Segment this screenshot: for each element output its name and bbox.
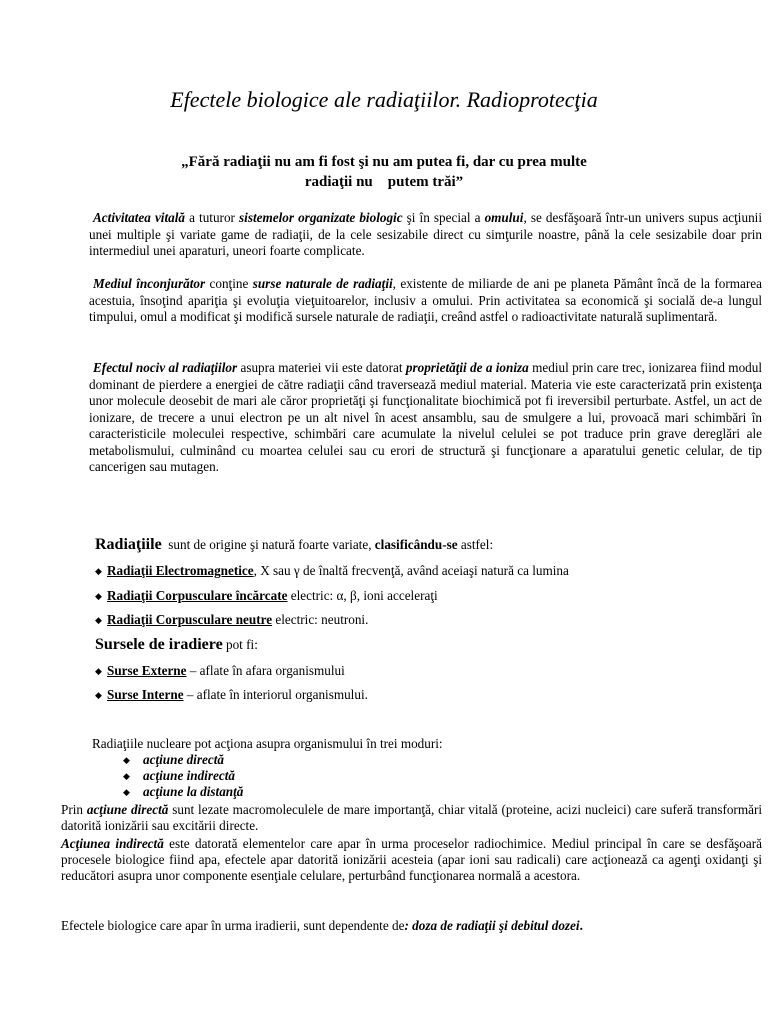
item-label: acţiune directă <box>143 752 224 767</box>
section-radiatii <box>95 536 755 554</box>
term-mediul: Mediul înconjurător <box>93 276 206 291</box>
paragraph-efectul-nociv <box>89 360 762 476</box>
term-surse-naturale: surse naturale de radiaţii <box>252 276 393 291</box>
text: . <box>579 918 583 933</box>
list-item <box>95 562 755 580</box>
text: sunt de origine şi natură foarte variate, <box>161 537 375 552</box>
paragraph-mediul <box>89 276 762 326</box>
text: a tuturor <box>185 210 240 225</box>
item-text: , X sau γ de înaltă frecvenţă, având aceiaşi natură ca lumina <box>253 563 569 578</box>
item-text: electric: α, β, ioni acceleraţi <box>287 588 438 603</box>
list-item <box>95 662 755 680</box>
item-text: – aflate în interiorul organismului. <box>183 687 368 702</box>
term-sisteme: sistemelor organizate biologic <box>239 210 403 225</box>
term-doza: : doza de radiaţii <box>404 918 496 933</box>
list-item <box>123 784 743 800</box>
diamond-bullet-icon: ◆ <box>95 666 102 676</box>
motto-line-1: „Fără radiaţii nu am fi fost şi nu am putea fi, dar cu prea multe <box>181 154 587 170</box>
item-label: Radiaţii Corpusculare neutre <box>107 612 273 627</box>
motto-quote <box>0 152 768 192</box>
text: , se desfăşoară într-un univers supus acţiunii unei multiple şi variate game de radiaţii, de la cele sesizabile direct cu simţurile noastre, până la cele sesizabile doar prin intermediul unei aparaturi, uneori foarte complicate. <box>89 210 762 258</box>
diamond-bullet-icon: ◆ <box>95 690 102 700</box>
text: Prin <box>61 802 87 817</box>
list-item <box>95 611 755 629</box>
item-text: electric: neutroni. <box>272 612 369 627</box>
section-heading-surse: Sursele de iradiere <box>95 636 223 653</box>
term-efectul-nociv: Efectul nociv al radiaţiilor <box>93 360 238 375</box>
term-omului: omului <box>484 210 524 225</box>
term-clasificandu: clasificându-se <box>374 537 458 552</box>
section-heading-radiatii: Radiaţiile <box>95 536 162 553</box>
term-actiune-indirecta: Acţiunea indirectă <box>61 836 164 851</box>
term-actiune-directa: acţiune directă <box>86 802 169 817</box>
page-title: Efectele biologice ale radiaţiilor. Radioprotecţia <box>170 87 598 112</box>
diamond-bullet-icon: ◆ <box>95 615 102 625</box>
text: sunt lezate macromoleculele de mare importanţă, chiar vitală (proteine, acizi nucleici) care suferă transformări datorită ionizării sau excitării directe. <box>61 802 762 833</box>
text: , existente de miliarde de ani pe planeta Pământ încă de la formarea acestuia, însoţind apariţia şi evoluţia vieţuitoarelor, inclusiv a omului. Prin activitatea sa economică şi socială de-a lungul timpului, omul a modificat şi modifică sursele naturale de radiaţii, creând astfel o radioactivitate naturală suplimentară. <box>89 276 762 324</box>
item-label: acţiune indirectă <box>143 768 235 783</box>
paragraph-actiune-indirecta <box>61 836 762 884</box>
term-activitatea: Activitatea vitală <box>93 210 185 225</box>
item-text: – aflate în afara organismului <box>186 663 345 678</box>
term-debitul: debitul dozei <box>511 918 580 933</box>
paragraph-actiune-directa <box>61 802 762 834</box>
text: pot fi: <box>222 637 258 652</box>
text: asupra materiei vii este datorat <box>237 360 406 375</box>
item-label: Surse Interne <box>107 687 184 702</box>
list-item <box>123 752 743 768</box>
item-label: Radiaţii Corpusculare încărcate <box>107 588 288 603</box>
list-item <box>95 686 755 704</box>
text: şi în special a <box>402 210 485 225</box>
list-item <box>123 768 743 784</box>
diamond-bullet-icon: ◆ <box>123 771 130 781</box>
text: şi <box>495 918 512 933</box>
text: astfel: <box>457 537 494 552</box>
text: conţine <box>205 276 253 291</box>
moduri-intro: Radiaţiile nucleare pot acţiona asupra organismului în trei moduri: <box>92 736 443 751</box>
section-surse <box>95 636 755 654</box>
text: este datorată elementelor care apar în urma proceselor radiochimice. Mediul principal în care se desfăşoară procesele biologice fiind apa, efectele apar datorită ionizării acesteia (apar ioni sau radicali) care acţionează ca agenţi oxidanţi şi reducători asupra unor componente esenţiale celulare, perturbând funcţionarea normală a acestora. <box>61 836 762 883</box>
item-label: acţiune la distanţă <box>143 784 244 799</box>
item-label: Surse Externe <box>107 663 187 678</box>
diamond-bullet-icon: ◆ <box>123 755 130 765</box>
paragraph-efecte-dependente <box>61 918 762 934</box>
term-ionizare: proprietăţii de a ioniza <box>405 360 529 375</box>
item-label: Radiaţii Electromagnetice <box>107 563 254 578</box>
diamond-bullet-icon: ◆ <box>123 787 130 797</box>
paragraph-activitatea <box>89 210 762 260</box>
motto-line-2: radiaţii nu putem trăi” <box>304 174 464 190</box>
text: Efectele biologice care apar în urma iradierii, sunt dependente de <box>61 918 405 933</box>
list-item <box>95 587 755 605</box>
diamond-bullet-icon: ◆ <box>95 566 102 576</box>
diamond-bullet-icon: ◆ <box>95 591 102 601</box>
text: mediul prin care trec, ionizarea fiind modul dominant de pierdere a energiei de către radiaţii când traversează mediul material. Materia vie este caracterizată prin existenţa unor molecule deosebit de mari ale căror proprietăţi şi funcţionalitate biochimică pot fi ireversibil perturbate. Astfel, un act de ionizare, de trecere a unui electron pe un alt nivel în acest ansamblu, sau de smulgere a lui, provoacă mari schimbări în caracteristicile moleculei respective, schimbări care acumulate la nivelul celulei se pot traduce prin grave dereglări ale metabolismului, culminând cu moartea celulei sau cu erori de structură şi funcţionare a aparatului genetic celular, de tip cancerigen sau mutagen. <box>89 360 763 474</box>
